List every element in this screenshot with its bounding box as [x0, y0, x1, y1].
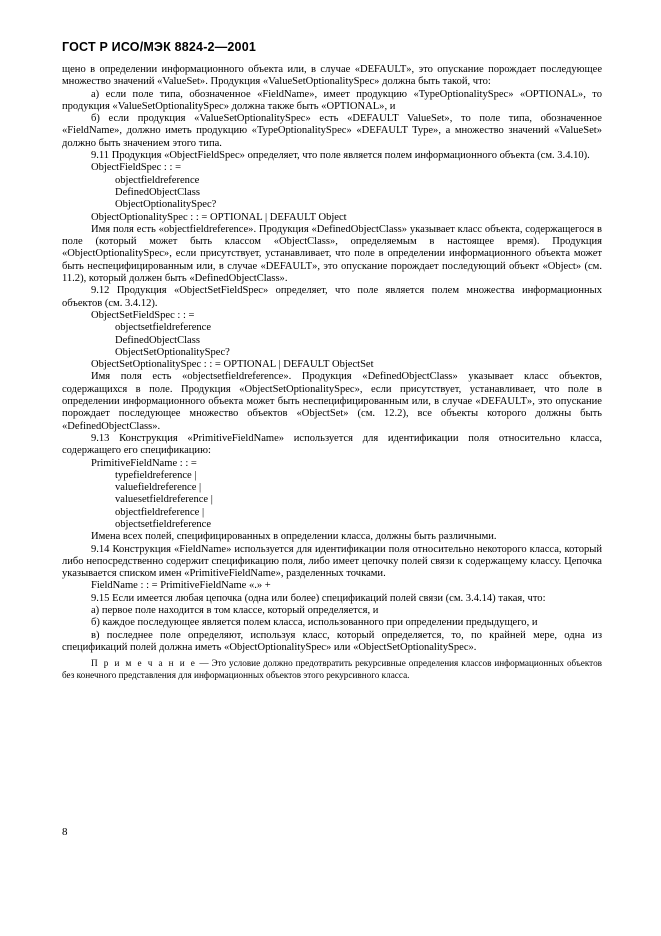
code-line: ObjectSetOptionalitySpec?: [115, 346, 230, 358]
paragraph: 9.11 Продукция «ObjectFieldSpec» определяет, что поле является полем информационного объекта (см. 3.4.10).: [91, 150, 590, 162]
paragraph: 9.14 Конструкция «FieldName» используется для идентификации поля относительно некоторого класса, который либо непосредственно содержит спецификацию поля, либо имеет цепочку полей связи к содержащему классу. Цепочка указывается списком имен «PrimitiveFieldName», разделенных точками.: [62, 543, 602, 580]
code-line: objectfieldreference |: [115, 506, 205, 518]
code-line: ObjectOptionalitySpec?: [115, 199, 217, 211]
code-line: objectsetfieldreference: [115, 322, 212, 334]
code-line: ObjectFieldSpec : : =: [91, 162, 182, 174]
code-line: objectfieldreference: [115, 174, 200, 186]
paragraph: б) если продукция «ValueSetOptionalitySpec» есть «DEFAULT ValueSet», то поле типа, обозначенное «FieldName», должно иметь продукцию «TypeOptionalitySpec» «DEFAULT Type», а множество значений «ValueSet» должно быть значением этого типа.: [62, 113, 602, 149]
standard-header: ГОСТ Р ИСО/МЭК 8824-2—2001: [62, 40, 257, 54]
code-line: DefinedObjectClass: [115, 334, 200, 346]
paragraph: 9.12 Продукция «ObjectSetFieldSpec» определяет, что поле является полем множества информационных объектов (см. 3.4.12).: [62, 285, 602, 309]
paragraph: Имя поля есть «objectsetfieldreference». Продукция «DefinedObjectClass» указывает класс объектов, содержащихся в поле. Продукция «ObjectSetOptionalitySpec», если присутствует, устанавливает, что поле в определении информационного объекта может быть неспецифицированным или, в случае «DEFAULT», это опускание порождает последующее множество объектов «ObjectSet» (см. 12.2), все объекты которого должны быть «DefinedObjectClass».: [62, 371, 602, 432]
note-label: П р и м е ч а н и е: [91, 658, 197, 669]
paragraph: Имя поля есть «objectfieldreference». Продукция «DefinedObjectClass» указывает класс объекта, содержащегося в поле (который может быть классом «ObjectClass», определяемым в настоящее время). Продукция «ObjectOptionalitySpec», если присутствует, устанавливает, что поле в определении информационного объекта может быть неспецифицированным или, в случае «DEFAULT», это опускание порождает последующий объект «Object» (см. 11.2), который должен быть «DefinedObjectClass».: [62, 223, 602, 285]
note: [62, 658, 602, 682]
code-line: DefinedObjectClass: [115, 186, 200, 198]
page-number: 8: [62, 826, 68, 838]
code-line: FieldName : : = PrimitiveFieldName «.» +: [91, 580, 271, 592]
code-line: PrimitiveFieldName : : =: [91, 457, 197, 469]
paragraph: Имена всех полей, специфицированных в определении класса, должны быть различными.: [91, 531, 497, 543]
paragraph: б) каждое последующее является полем класса, использованного при определении предыдущего, и: [91, 617, 538, 629]
code-line: ObjectSetOptionalitySpec : : = OPTIONAL | DEFAULT ObjectSet: [91, 359, 374, 371]
paragraph: а) первое поле находится в том классе, который определяется, и: [91, 605, 379, 617]
note-text: — Это условие должно предотвратить рекурсивные определения классов информационных объектов без конечного представления для информационных объектов этого рекурсивного класса.: [62, 658, 602, 681]
paragraph: в) последнее поле определяют, используя класс, который определяется, то, по крайней мере, одна из спецификаций полей должна иметь «ObjectOptionalitySpec» или «ObjectSetOptionalitySpec».: [62, 629, 602, 653]
code-line: objectsetfieldreference: [115, 518, 212, 530]
paragraph: щено в определении информационного объекта или, в случае «DEFAULT», это опускание порождает последующее множество значений «ValueSet». Продукция «ValueSetOptionalitySpec» должна быть такой, что:: [62, 64, 602, 88]
paragraph: 9.13 Конструкция «PrimitiveFieldName» используется для идентификации поля относительно класса, содержащего его спецификацию:: [62, 432, 602, 457]
document-page: [62, 40, 602, 691]
code-line: valuesetfieldreference |: [115, 494, 213, 506]
code-line: ObjectSetFieldSpec : : =: [91, 309, 195, 321]
code-line: ObjectOptionalitySpec : : = OPTIONAL | DEFAULT Object: [91, 211, 347, 223]
paragraph: а) если поле типа, обозначенное «FieldName», имеет продукцию «TypeOptionalitySpec» «OPTIONAL», то продукция «ValueSetOptionalitySpec» должна также быть «OPTIONAL», и: [62, 88, 602, 112]
paragraph: 9.15 Если имеется любая цепочка (одна или более) спецификаций полей связи (см. 3.4.14) такая, что:: [91, 592, 546, 604]
document-body: [62, 64, 602, 682]
code-line: valuefieldreference |: [115, 482, 202, 494]
code-line: typefieldreference |: [115, 469, 197, 481]
